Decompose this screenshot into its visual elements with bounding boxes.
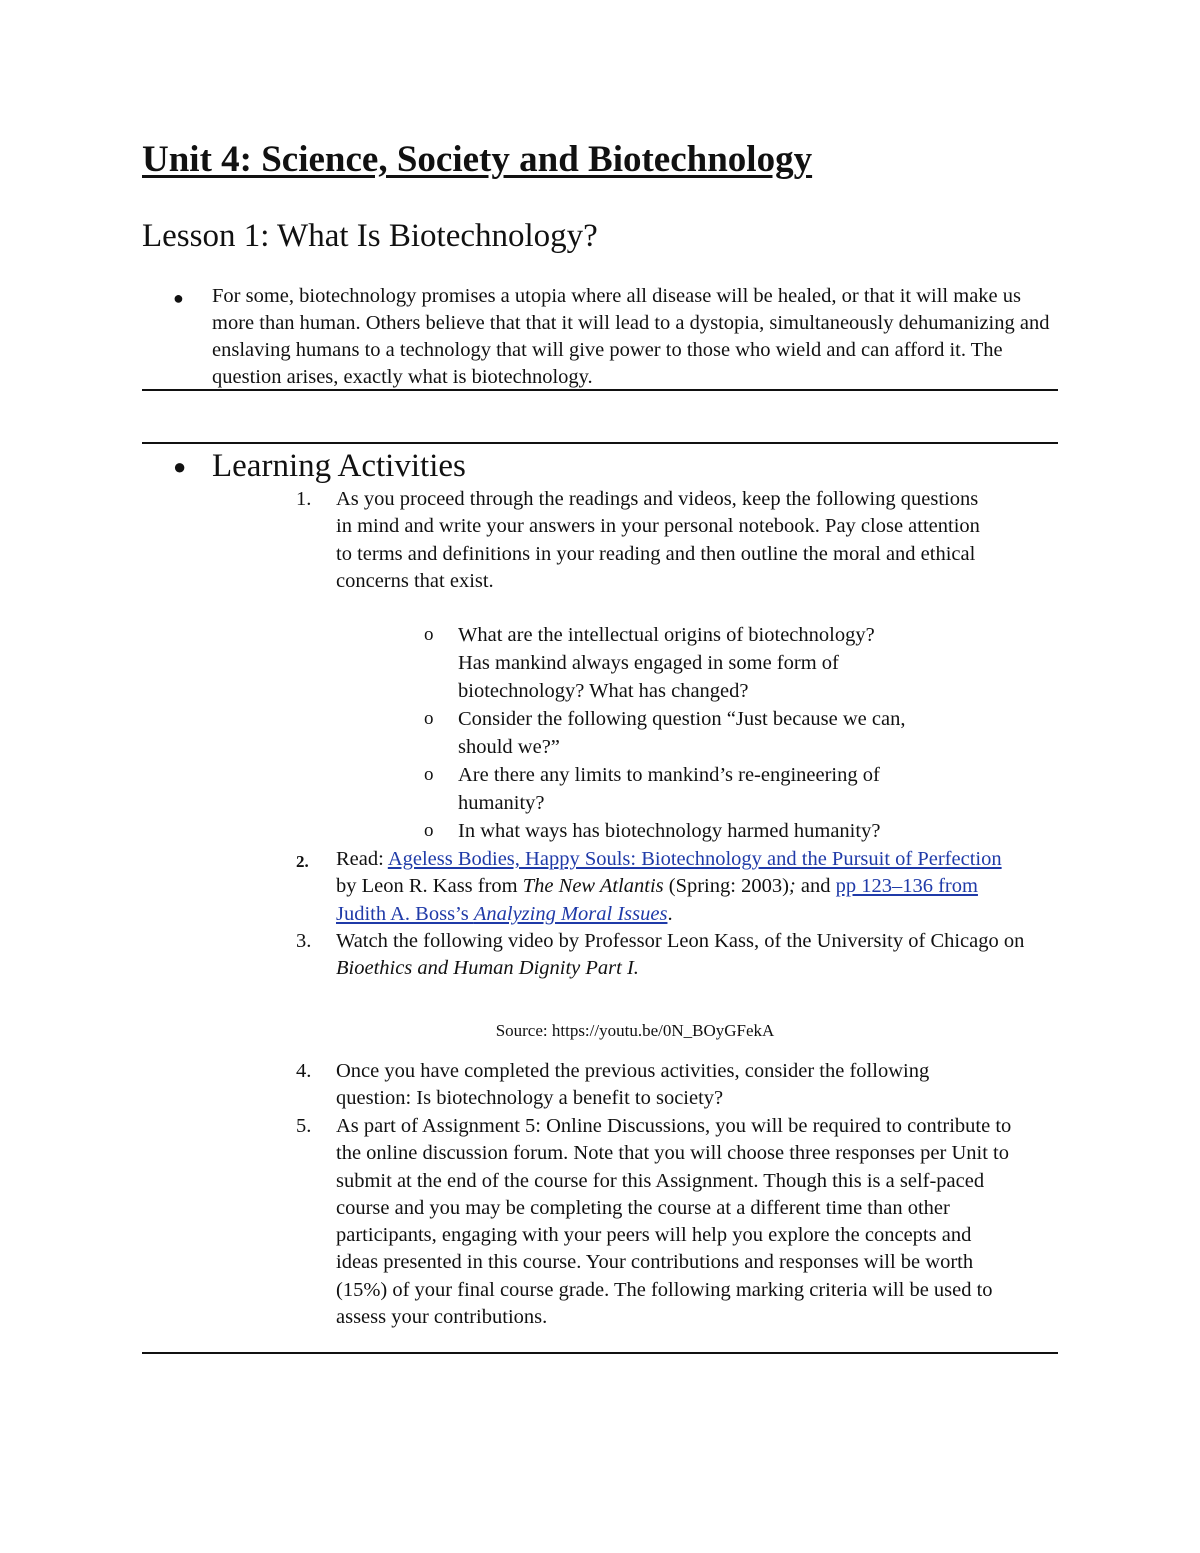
activity-text: Once you have completed the previous activities, consider the following question: Is biotechnology a benefit to society? bbox=[336, 1060, 930, 1110]
question-text: What are the intellectual origins of biotechnology? Has mankind always engaged in some form of biotechnology? What has changed? bbox=[458, 624, 875, 702]
circle-bullet-icon: o bbox=[424, 708, 434, 729]
ageless-bodies-link[interactable]: Ageless Bodies, Happy Souls: Biotechnology and the Pursuit of Perfection bbox=[387, 848, 1002, 870]
bullet-icon: ● bbox=[173, 288, 184, 308]
end-punct: . bbox=[667, 902, 673, 925]
section-divider-top bbox=[142, 389, 1058, 391]
activity-text bbox=[336, 928, 1026, 983]
question-text: Are there any limits to mankind’s re-engineering of humanity? bbox=[458, 764, 880, 814]
activity-item-3 bbox=[296, 928, 1026, 983]
activity-number: 4. bbox=[296, 1060, 312, 1082]
video-intro: Watch the following video by Professor Leon Kass, of the University of Chicago on bbox=[336, 930, 1025, 952]
activity-item-4 bbox=[296, 1058, 936, 1113]
learning-activities-heading bbox=[142, 444, 1058, 490]
bullet-icon: ● bbox=[173, 454, 187, 479]
journal-title: The New Atlantis bbox=[522, 875, 664, 898]
activity-number: 5. bbox=[296, 1115, 312, 1137]
question-item-2 bbox=[424, 705, 944, 761]
book-title: Analyzing Moral Issues bbox=[473, 902, 668, 925]
activity-number: 3. bbox=[296, 930, 312, 952]
section-divider-bottom bbox=[142, 1352, 1058, 1354]
activity-text: As part of Assignment 5: Online Discussions, you will be required to contribute to the online discussion forum. Note that you will choose three responses per Unit to submit at the end of the course for this Assignment. Though this is a self-paced course and you may be completing the course at a different time than other participants, engaging with your peers will help you explore the concepts and ideas presented in this course. Your contributions and responses will be worth (15%) of your final course grade. The following marking criteria will be used to assess your contributions. bbox=[336, 1115, 1012, 1329]
intro-text: For some, biotechnology promises a utopia where all disease will be healed, or that it will make us more than human. Others believe that that it will lead to a dystopia, simultaneously dehumanizing and enslaving humans to a technology that will give power to those who wield and can afford it. The question arises, exactly what is biotechnology. bbox=[212, 285, 1050, 388]
read-label: Read: bbox=[336, 848, 388, 870]
activity-item-5 bbox=[296, 1113, 1012, 1331]
semicolon: ; bbox=[788, 875, 796, 898]
author-text: by Leon R. Kass from bbox=[336, 875, 523, 898]
date-text: (Spring: 2003) bbox=[663, 875, 789, 898]
unit-title: Unit 4: Science, Society and Biotechnology bbox=[142, 139, 813, 180]
and-text: and bbox=[795, 875, 836, 898]
video-title: Bioethics and Human Dignity Part I. bbox=[336, 957, 639, 980]
circle-bullet-icon: o bbox=[424, 764, 434, 785]
question-text: Consider the following question “Just because we can, should we?” bbox=[458, 708, 906, 758]
intro-bullet bbox=[142, 283, 1058, 391]
learning-activities-title: Learning Activities bbox=[212, 448, 466, 484]
question-item-4 bbox=[424, 817, 984, 845]
activity-text: As you proceed through the readings and videos, keep the following questions in mind and write your answers in your personal notebook. Pay close attention to terms and definitions in your reading and then outline the moral and ethical concerns that exist. bbox=[336, 488, 980, 592]
source-line: Source: https://youtu.be/0N_BOyGFekA bbox=[495, 1021, 775, 1040]
activity-number: 2. bbox=[296, 852, 309, 871]
question-text: In what ways has biotechnology harmed humanity? bbox=[458, 820, 881, 842]
question-item-1 bbox=[424, 621, 910, 705]
circle-bullet-icon: o bbox=[424, 624, 434, 645]
activity-number: 1. bbox=[296, 488, 312, 510]
activity-item-1 bbox=[296, 486, 996, 595]
question-item-3 bbox=[424, 761, 964, 817]
activity-text bbox=[336, 846, 1012, 928]
activity-item-2 bbox=[296, 846, 1012, 928]
lesson-title: Lesson 1: What Is Biotechnology? bbox=[142, 218, 598, 254]
link-prefix: pp 123–136 from Judith A. Boss’s bbox=[336, 875, 978, 925]
circle-bullet-icon: o bbox=[424, 820, 434, 841]
